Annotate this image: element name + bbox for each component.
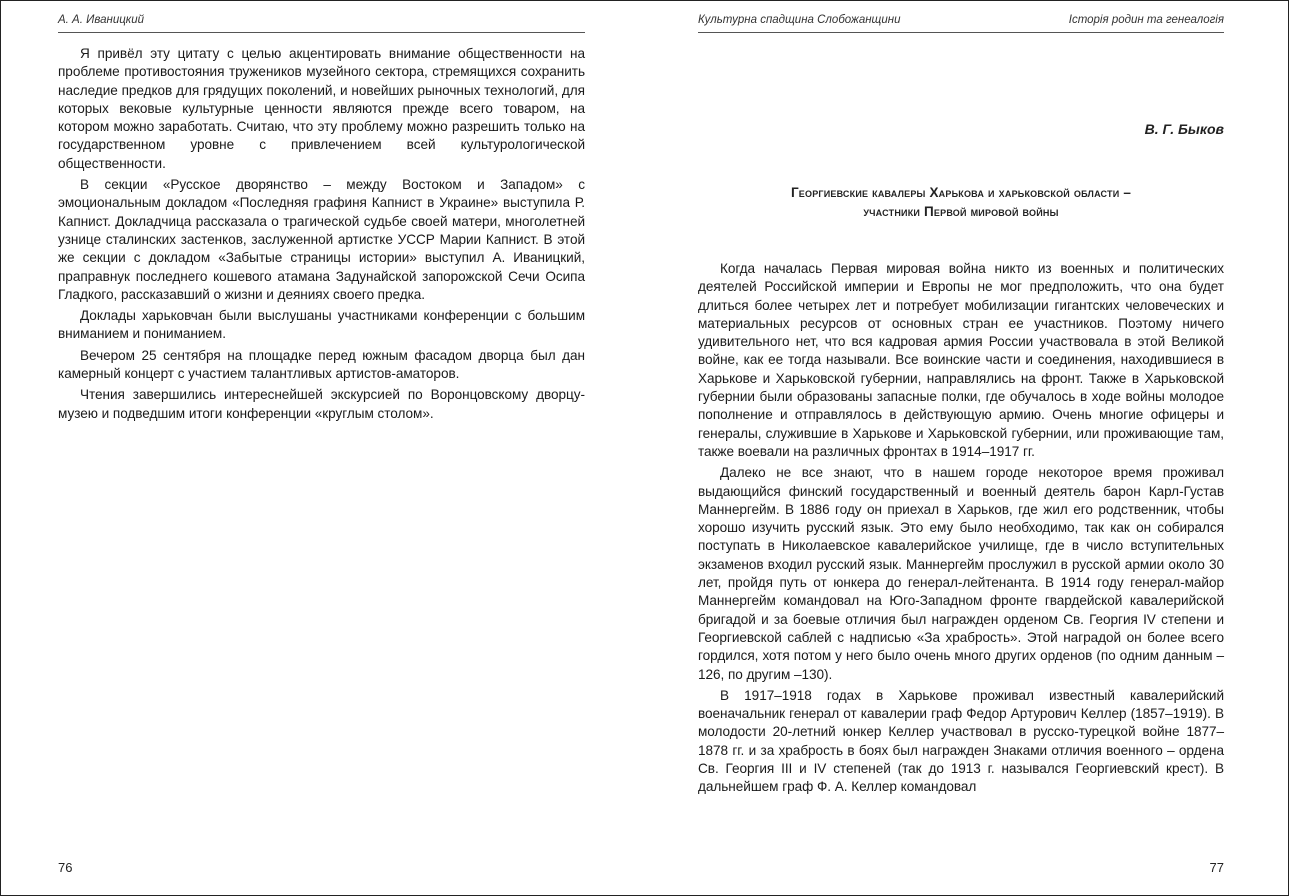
article-title (698, 183, 1224, 221)
left-running-header (58, 14, 585, 33)
paragraph: Чтения завершились интереснейшей экскурсией по Воронцовскому дворцу-музею и подведшим итоги конференции «круглым столом». (58, 387, 585, 421)
paragraph: В секции «Русское дворянство – между Востоком и Западом» с эмоциональным докладом «Последняя графиня Капнист в Украине» выступила Р. Капнист. Докладчица рассказала о трагической судьбе своей матери, многолетней узнице сталинских застенков, заслуженной артистке УССР Марии Капнист. В этой же секции с докладом «Забытые страницы истории» выступил А. Иваницкий, праправнук последнего кошевого атамана Задунайской запорожской Сечи Осипа Гладкого, рассказавший о жизни и деяниях своего предка. (58, 177, 585, 302)
paragraph: Когда началась Первая мировая война никто из военных и политических деятелей Российской империи и Европы не мог предположить, что она будет длиться более четырех лет и потребует мобилизации гигантских человеческих и материальных ресурсов от основных стран ее участников. Поэтому ничего удивительного нет, что вся кадровая армия России участвовала в этой Великой войне, как ее тогда называли. Все воинские части и соединения, находившиеся в Харькове и Харьковской губернии, направлялись на фронт. Также в Харьковской губернии были образованы запасные полки, где обучалось в ходе войны молодое пополнение и отправлялось в действующую армию. Очень многие офицеры и генералы, служившие в Харькове и Харьковской губернии, или проживающие там, также воевали на различных фронтах в 1914–1917 гг. (698, 261, 1224, 459)
article-title-line: Георгиевские кавалеры Харькова и харьковской области – (790, 185, 1132, 200)
paragraph: Далеко не все знают, что в нашем городе некоторое время проживал выдающийся финский государственный и военный деятель барон Карл-Густав Маннергейм. В 1886 году он приехал в Харьков, где жил его родственник, чтобы хорошо изучить русский язык. Это ему было необходимо, так как он собирался поступать в Николаевское кавалерийское училище, где в число вступительных экзаменов входил русский язык. Маннергейм прослужил в русской армии около 30 лет, пройдя путь от юнкера до генерал-лейтенанта. В 1914 году генерал-майор Маннергейм командовал на Юго-Западном фронте гвардейской кавалерийской бригадой и за боевые отличия был награжден орденом Св. Георгия IV степени и Георгиевской саблей с надписью «За храбрость». Этой наградой он более всего гордился, хотя потом у него было очень много других орденов (по одним данным – 126, по другим –130). (698, 465, 1224, 682)
article-title-line: участники Первой мировой войны (863, 204, 1059, 219)
left-page (58, 0, 585, 896)
section-title-header: Історія родин та генеалогія (1068, 14, 1224, 26)
paragraph: Вечером 25 сентября на площадке перед южным фасадом дворца был дан камерный концерт с участием талантливых артистов-аматоров. (58, 347, 585, 382)
right-running-header (698, 14, 1224, 33)
paragraph: В 1917–1918 годах в Харькове проживал известный кавалерийский военачальник генерал от кавалерии граф Федор Артурович Келлер (1857–1919). В молодости 20-летний юнкер Келлер участвовал в русско-турецкой войне 1877–1878 гг. и за храбрость в боях был награжден Знаками отличия военного – ордена Св. Георгия III и IV степеней (так до 1913 г. назывался Георгиевский крест). В дальнейшем граф Ф. А. Келлер командовал (698, 687, 1224, 795)
author-running-header: А. А. Иваницкий (58, 14, 145, 26)
page-number: 76 (58, 860, 73, 875)
journal-title-header: Культурна спадщина Слобожанщини (698, 14, 901, 26)
left-body-text (58, 45, 585, 426)
paragraph: Доклады харьковчан были выслушаны участниками конференции с большим вниманием и пониманием. (58, 308, 585, 342)
page-number: 77 (1209, 860, 1224, 875)
right-body-text (698, 260, 1224, 800)
right-page (698, 0, 1224, 896)
article-author: В. Г. Быков (1144, 121, 1224, 137)
paragraph: Я привёл эту цитату с целью акцентировать внимание общественности на проблеме противостояния тружеников музейного сектора, стремящихся сохранить наследие предков для грядущих поколений, и новейших рыночных технологий, для которых вековые культурные ценности являются прежде всего товаром, на котором можно заработать. Считаю, что эту проблему можно разрешить только на государственном уровне с привлечением всей культурологической общественности. (58, 46, 585, 171)
